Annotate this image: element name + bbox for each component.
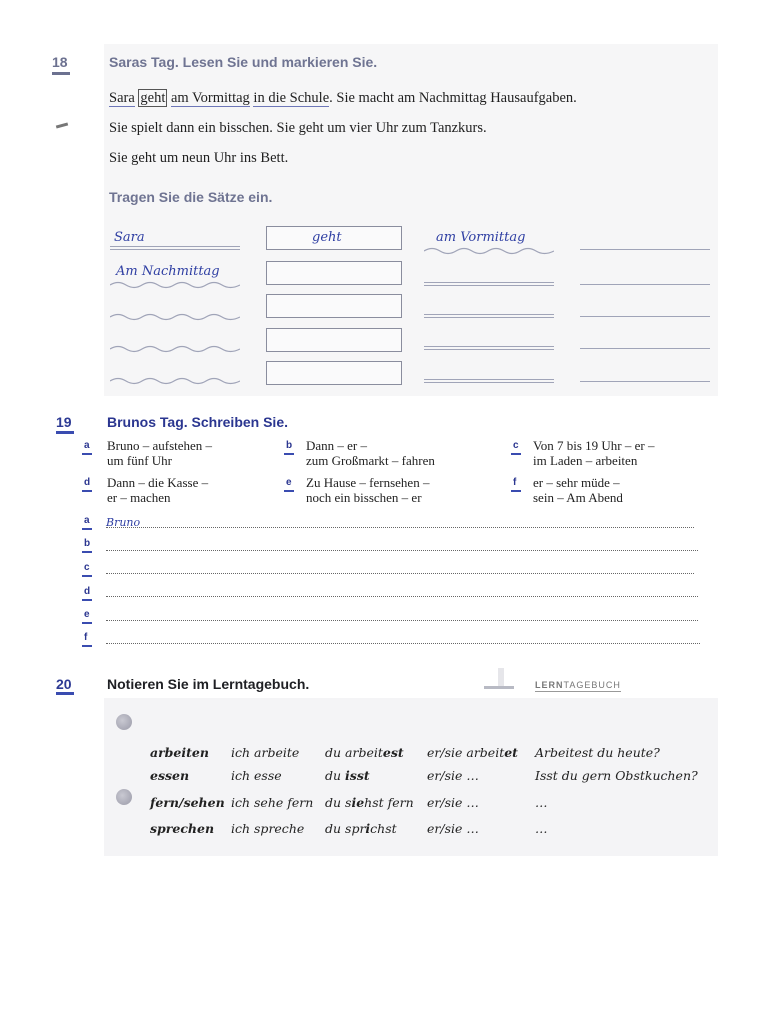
cue-b-bar	[284, 453, 294, 455]
cue-f-text: er – sehr müde – sein – Am Abend	[533, 475, 623, 505]
marked-place: in die Schule	[253, 90, 330, 106]
row4-subject-wavy-line[interactable]	[110, 344, 240, 354]
lt-row3-verb: fern/sehen	[150, 795, 225, 810]
cue-c-text: Von 7 bis 19 Uhr – er – im Laden – arbeiten	[533, 438, 655, 468]
row3-verb-box[interactable]	[266, 294, 402, 318]
lerntagebuch-label-b: TAGEBUCH	[563, 680, 621, 690]
marked-subject: Sara	[109, 90, 135, 106]
lt-row3-question: …	[535, 795, 548, 810]
lt-row4-er	[427, 821, 479, 836]
exercise-18-sentence-3: Sie geht um neun Uhr ins Bett.	[109, 150, 289, 166]
bullet-dot-2	[116, 789, 132, 805]
row1-verb: geht	[312, 230, 342, 245]
lt-row2-question: Isst du gern Obstkuchen?	[535, 768, 698, 783]
lt-row4-er-stem: er/sie …	[427, 821, 479, 836]
lt-row2-du	[325, 768, 370, 783]
lt-row1-question: Arbeitest du heute?	[535, 745, 660, 760]
lt-row4-du	[325, 821, 397, 836]
lt-row4-ich: ich spreche	[231, 821, 305, 836]
sentence-1-rest: . Sie macht am Nachmittag Hausaufgaben.	[329, 90, 577, 106]
lt-row3-du-stem: du s	[325, 795, 352, 810]
line-f-field[interactable]	[106, 629, 700, 644]
line-a-field[interactable]	[106, 513, 694, 528]
cue-b-letter: b	[286, 440, 293, 451]
cue-d-letter: d	[84, 477, 91, 488]
lt-row2-verb: essen	[150, 768, 190, 783]
lerntagebuch-label-a: LERN	[535, 680, 564, 690]
row2-col3-line-2	[424, 285, 554, 286]
line-b-bar	[82, 551, 92, 553]
exercise-19-number: 19	[56, 414, 72, 430]
row5-col4-line[interactable]	[580, 381, 710, 382]
row2-subject-wavy-line	[110, 280, 240, 290]
lt-row1-er-stem: er/sie arbeit	[427, 745, 505, 760]
diary-icon	[484, 668, 522, 694]
line-c-field[interactable]	[106, 559, 694, 574]
row4-col4-line[interactable]	[580, 348, 710, 349]
row2-col3-line[interactable]	[424, 282, 554, 283]
row1-col4-line[interactable]	[580, 249, 710, 250]
lt-row4-du-stem: du spr	[325, 821, 366, 836]
lt-row3-du	[325, 795, 414, 810]
exercise-19-number-bar	[56, 431, 74, 434]
cue-d-bar	[82, 490, 92, 492]
line-c-letter: c	[84, 562, 90, 573]
exercise-20-number-bar	[56, 692, 74, 695]
row2-verb-box[interactable]	[266, 261, 402, 285]
line-a-letter: a	[84, 515, 90, 526]
lt-row2-du-stem: du	[325, 768, 346, 783]
exercise-18-subtitle: Tragen Sie die Sätze ein.	[109, 189, 273, 205]
line-b-letter: b	[84, 538, 91, 549]
row1-time-wavy-line	[424, 246, 554, 256]
lt-row3-ich: ich sehe fern	[231, 795, 314, 810]
row3-col3-line-2	[424, 317, 554, 318]
lt-row2-ich: ich esse	[231, 768, 282, 783]
row5-subject-wavy-line[interactable]	[110, 376, 240, 386]
exercise-19-title: Brunos Tag. Schreiben Sie.	[107, 414, 289, 430]
row4-col3-line[interactable]	[424, 346, 554, 347]
cue-e-bar	[284, 490, 294, 492]
cue-a-letter: a	[84, 440, 90, 451]
lt-row1-verb: arbeiten	[150, 745, 209, 760]
row2-col4-line[interactable]	[580, 284, 710, 285]
lt-row1-du	[325, 745, 404, 760]
line-a-bar	[82, 528, 92, 530]
line-e-bar	[82, 622, 92, 624]
lt-row2-er	[427, 768, 479, 783]
line-d-letter: d	[84, 586, 91, 597]
marked-time: am Vormittag	[170, 90, 250, 106]
cue-a-text: Bruno – aufstehen – um fünf Uhr	[107, 438, 213, 468]
exercise-18-title: Saras Tag. Lesen Sie und markieren Sie.	[109, 54, 378, 70]
lerntagebuch-label	[535, 680, 621, 692]
cue-c-letter: c	[513, 440, 519, 451]
row1-subject-line	[110, 246, 240, 247]
lt-row3-du-ending: ie	[351, 795, 365, 810]
row1-subject-line-2	[110, 249, 240, 250]
lt-row1-er-ending: et	[504, 745, 518, 760]
line-e-letter: e	[84, 609, 90, 620]
cue-e-letter: e	[286, 477, 292, 488]
row1-subject: Sara	[114, 230, 145, 245]
marked-verb: geht	[140, 90, 166, 106]
row3-subject-wavy-line[interactable]	[110, 312, 240, 322]
lt-row2-du-ending: isst	[345, 768, 370, 783]
lt-row2-er-stem: er/sie …	[427, 768, 479, 783]
row4-verb-box[interactable]	[266, 328, 402, 352]
exercise-18-number-bar	[52, 72, 70, 75]
lt-row4-du-rest: chst	[370, 821, 397, 836]
lt-row3-er-stem: er/sie …	[427, 795, 479, 810]
lt-row4-question: …	[535, 821, 548, 836]
row5-col3-line-2	[424, 382, 554, 383]
exercise-20-title: Notieren Sie im Lerntagebuch.	[107, 676, 310, 692]
cue-f-letter: f	[513, 477, 517, 488]
cue-f-bar	[511, 490, 521, 492]
row4-col3-line-2	[424, 349, 554, 350]
cue-d-text: Dann – die Kasse – er – machen	[107, 475, 209, 505]
line-c-bar	[82, 575, 92, 577]
lt-row4-verb: sprechen	[150, 821, 215, 836]
cue-c-bar	[511, 453, 521, 455]
bullet-dot-1	[116, 714, 132, 730]
lt-row3-du-rest: hst fern	[364, 795, 414, 810]
exercise-18-sentence-2: Sie spielt dann ein bisschen. Sie geht um vier Uhr zum Tanzkurs.	[109, 120, 487, 136]
lt-row1-er	[427, 745, 518, 760]
row1-time: am Vormittag	[436, 230, 526, 245]
exercise-20-number: 20	[56, 676, 72, 692]
line-d-bar	[82, 599, 92, 601]
row5-col3-line[interactable]	[424, 379, 554, 380]
lt-row1-ich: ich arbeite	[231, 745, 300, 760]
row3-col3-line[interactable]	[424, 314, 554, 315]
margin-mark	[56, 122, 68, 128]
row2-subject: Am Nachmittag	[116, 264, 220, 279]
lt-row1-du-stem: du arbeit	[325, 745, 383, 760]
lt-row3-er	[427, 795, 479, 810]
cue-b-text: Dann – er – zum Großmarkt – fahren	[306, 438, 435, 468]
lt-row1-du-ending: est	[382, 745, 404, 760]
line-d-field[interactable]	[106, 582, 698, 597]
line-a-answer: Bruno	[106, 516, 141, 529]
exercise-18-sentence-1	[109, 90, 577, 107]
cue-e-text: Zu Hause – fernsehen – noch ein bisschen – er	[306, 475, 430, 505]
row5-verb-box[interactable]	[266, 361, 402, 385]
exercise-18-number: 18	[52, 54, 68, 70]
line-f-bar	[82, 645, 92, 647]
cue-a-bar	[82, 453, 92, 455]
row3-col4-line[interactable]	[580, 316, 710, 317]
line-f-letter: f	[84, 632, 88, 643]
lt-row4-du-ending: i	[365, 821, 371, 836]
line-b-field[interactable]	[106, 536, 698, 551]
line-e-field[interactable]	[106, 606, 698, 621]
